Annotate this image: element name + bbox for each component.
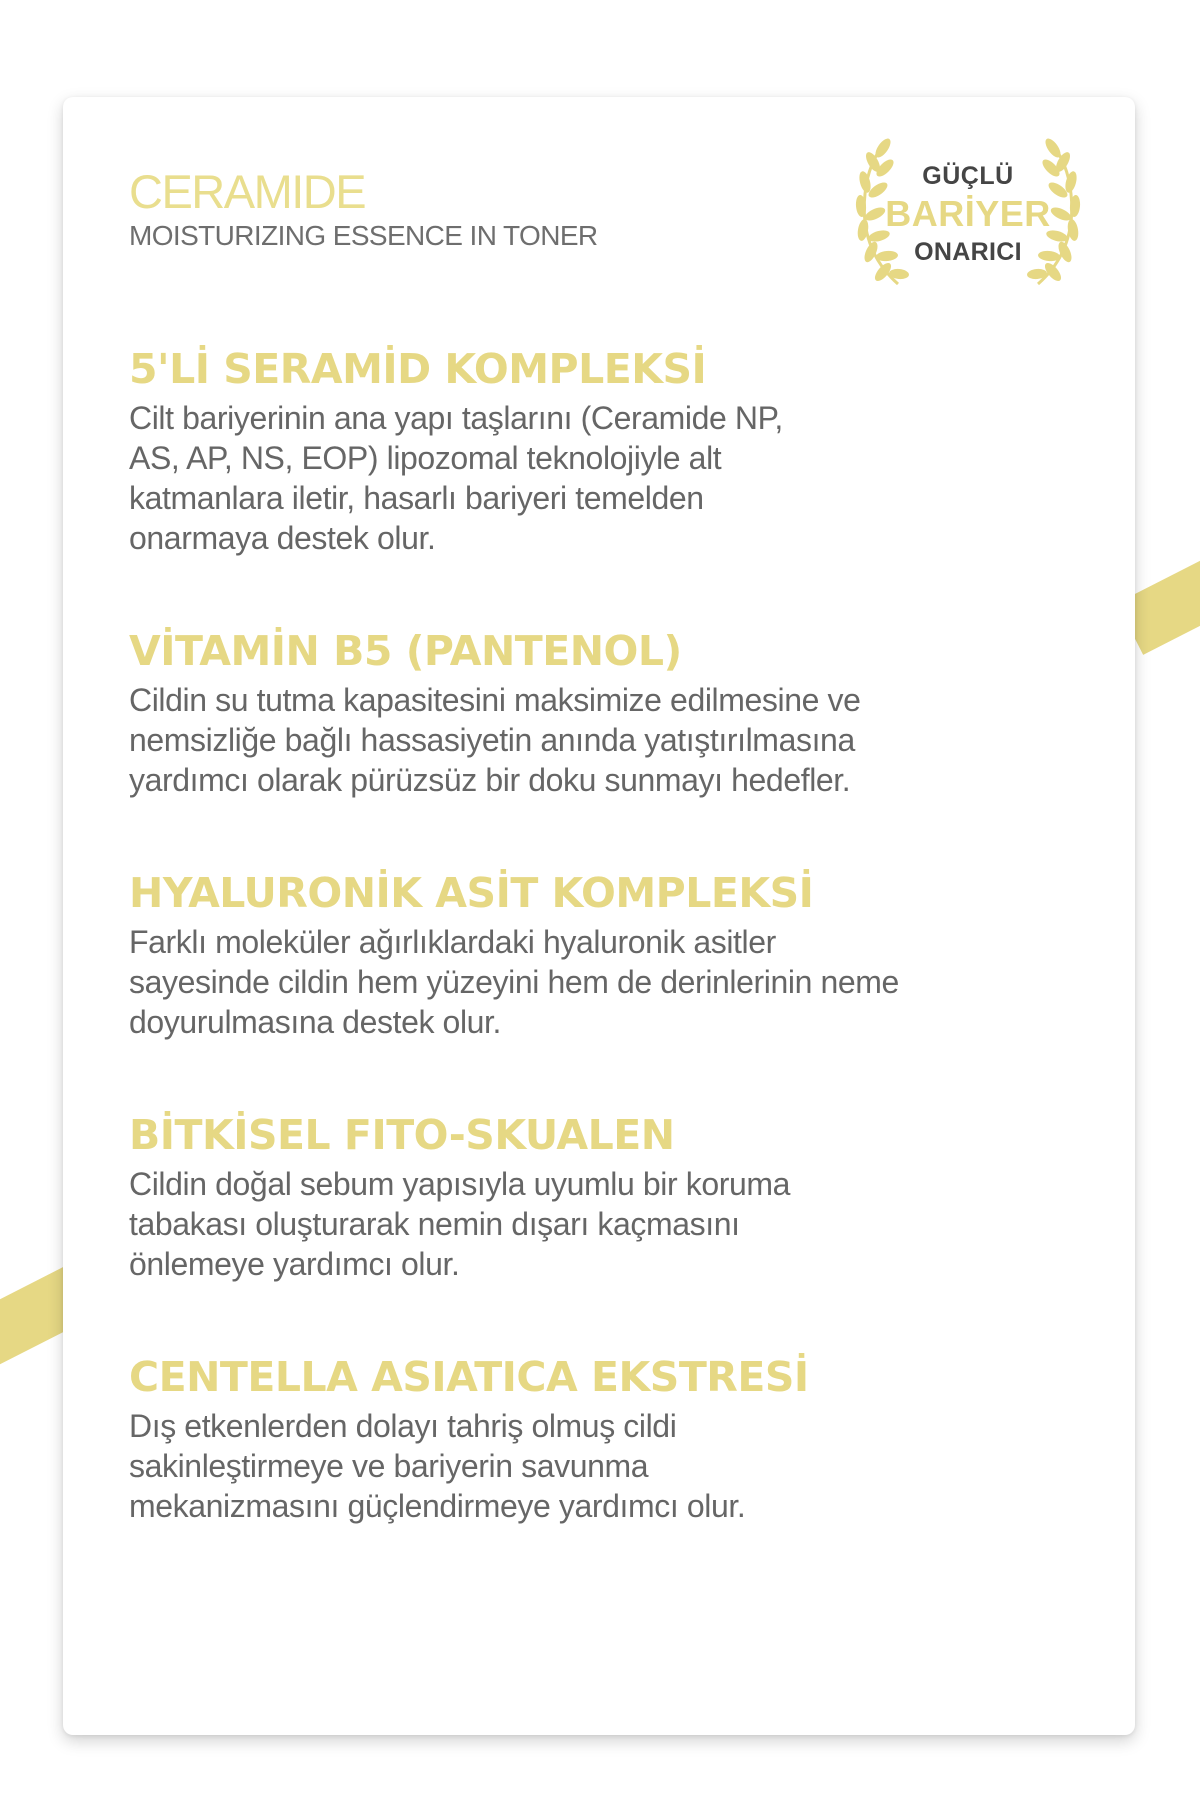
section-title: HYALURONİK ASİT KOMPLEKSİ	[129, 869, 814, 917]
section-title: 5'Lİ SERAMİD KOMPLEKSİ	[129, 345, 707, 393]
brand-title: CERAMIDE	[129, 165, 366, 218]
section-body: Dış etkenlerden dolayı tahriş olmuş cildi sakinleştirmeye ve bariyerin savunma mekanizmasını güçlendirmeye yardımcı olur.	[129, 1408, 746, 1524]
section-body: Cilt bariyerinin ana yapı taşlarını (Ceramide NP, AS, AP, NS, EOP) lipozomal teknolojiyle alt katmanlara iletir, hasarlı bariyeri temelden onarmaya destek olur.	[129, 400, 783, 556]
section-body: Farklı moleküler ağırlıklardaki hyaluronik asitler sayesinde cildin hem yüzeyini hem de derinlerinin neme doyurulmasına destek olur.	[129, 924, 899, 1040]
section-title: BİTKİSEL FITO-SKUALEN	[129, 1111, 675, 1159]
brand-subtitle: MOISTURIZING ESSENCE IN TONER	[129, 220, 598, 251]
badge-line-1: GÜÇLÜ	[922, 162, 1014, 190]
section-title: VİTAMİN B5 (PANTENOL)	[129, 627, 682, 675]
brand-header	[129, 167, 598, 253]
section-vitamin-b5	[129, 628, 1049, 800]
section-phyto-squalane	[129, 1112, 1049, 1284]
badge-line-2: BARİYER	[885, 193, 1051, 234]
section-body: Cildin doğal sebum yapısıyla uyumlu bir koruma tabakası oluşturarak nemin dışarı kaçmasını önlemeye yardımcı olur.	[129, 1166, 791, 1282]
info-card	[63, 97, 1135, 1735]
section-ceramide-complex	[129, 346, 1049, 558]
section-body: Cildin su tutma kapasitesini maksimize edilmesine ve nemsizliğe bağlı hassasiyetin anında yatıştırılmasına yardımcı olarak pürüzsüz bir doku sunmayı hedefler.	[129, 682, 861, 798]
badge-line-3: ONARICI	[914, 238, 1022, 266]
barrier-badge	[853, 132, 1083, 292]
section-centella-asiatica	[129, 1354, 1049, 1526]
section-hyaluronic-acid	[129, 870, 1049, 1042]
section-title: CENTELLA ASIATICA EKSTRESİ	[129, 1353, 809, 1401]
